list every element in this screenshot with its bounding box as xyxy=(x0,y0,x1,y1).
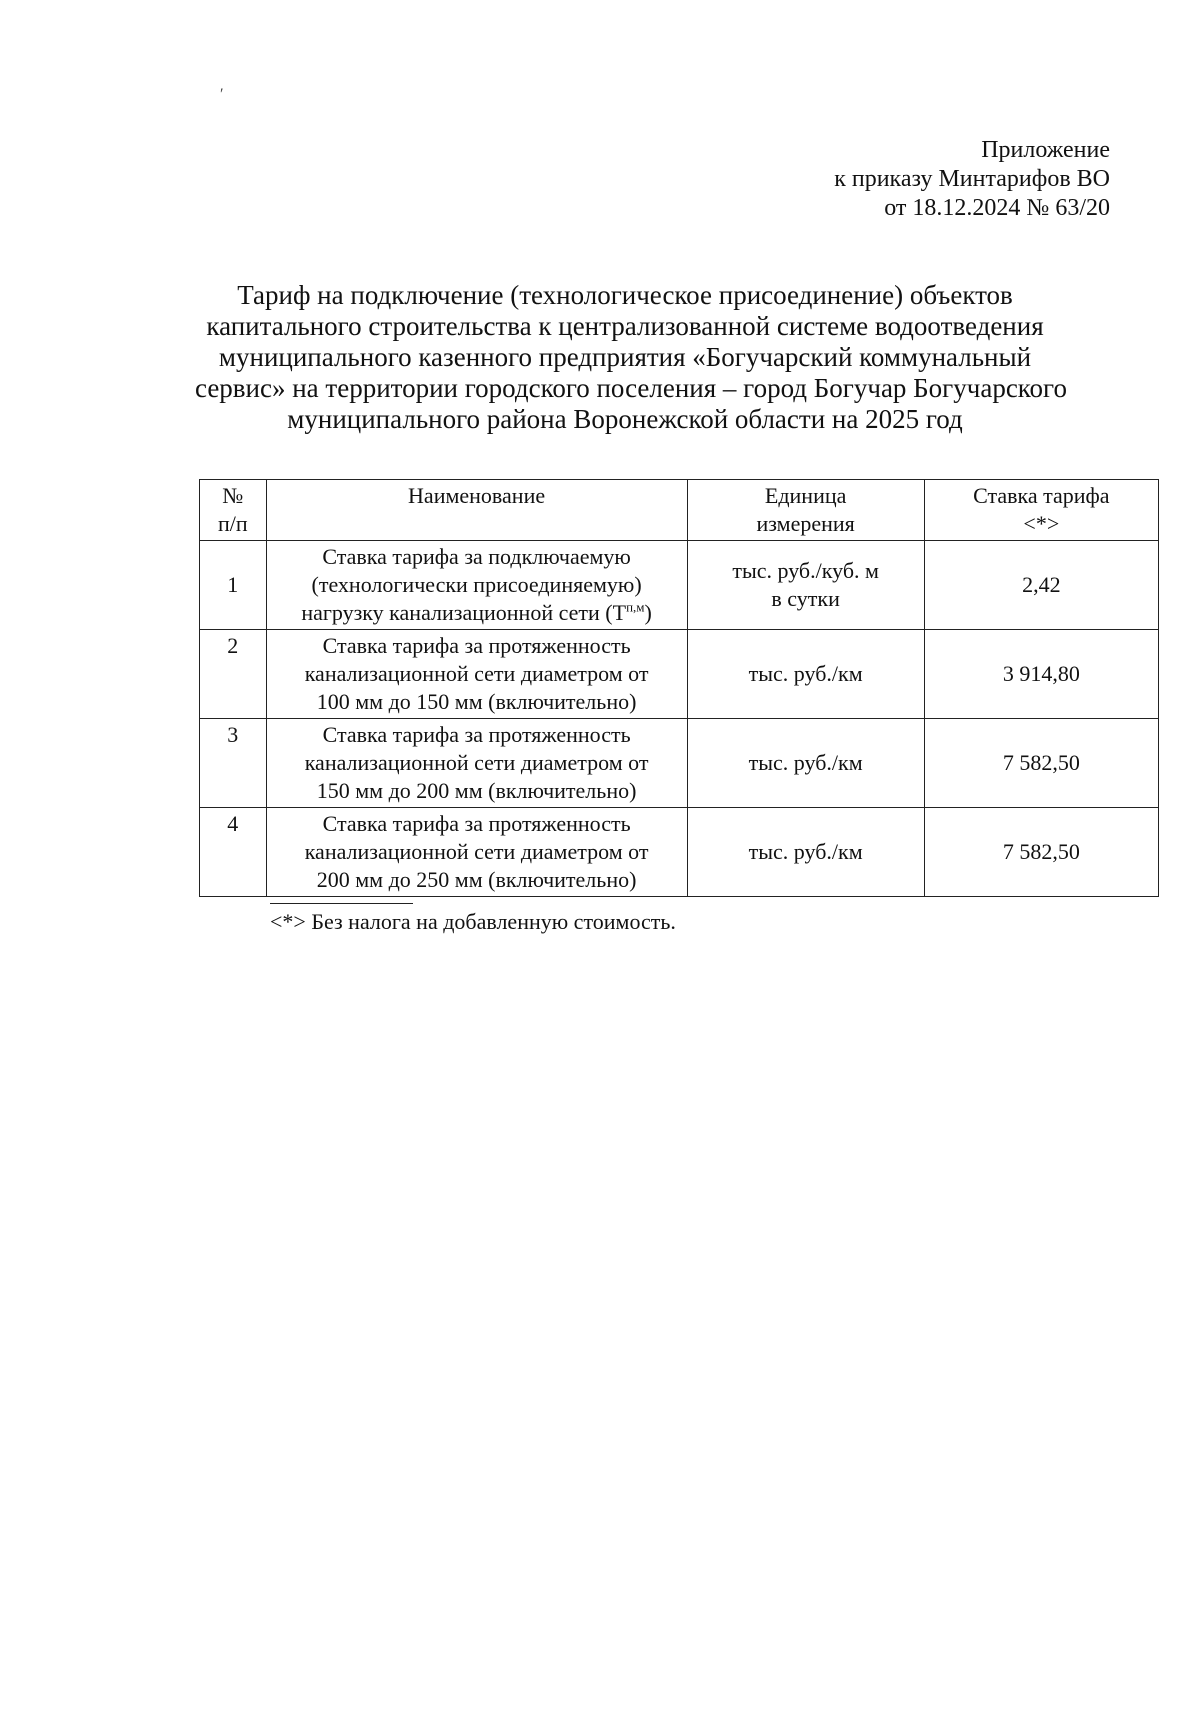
table-row xyxy=(200,808,1159,897)
footnote: <*> Без налога на добавленную стоимость. xyxy=(270,909,676,934)
header-rate-line-1: Ставка тарифа xyxy=(973,483,1110,508)
row-name xyxy=(266,630,687,719)
row-name-line-3-close: ) xyxy=(644,600,652,625)
row-number: 3 xyxy=(200,719,267,808)
title-line-5: муниципального района Воронежской области на 2025 год xyxy=(287,404,963,434)
row-name xyxy=(266,808,687,897)
header-unit xyxy=(687,480,924,541)
row-name-line-1: Ставка тарифа за протяженность xyxy=(322,811,631,836)
document-title xyxy=(195,280,1067,435)
row-name-line-1: Ставка тарифа за подключаемую xyxy=(322,544,631,569)
row-rate: 7 582,50 xyxy=(924,719,1158,808)
row-name-line-2: канализационной сети диаметром от xyxy=(304,661,649,686)
header-unit-line-2: измерения xyxy=(756,511,855,536)
appendix-line-1: Приложение xyxy=(981,137,1110,163)
table-header-row xyxy=(200,480,1159,541)
header-rate xyxy=(924,480,1158,541)
row-unit-line-1: тыс. руб./куб. м xyxy=(732,558,879,583)
row-rate: 7 582,50 xyxy=(924,808,1158,897)
row-unit: тыс. руб./км xyxy=(687,630,924,719)
row-rate: 2,42 xyxy=(924,541,1158,630)
row-name-line-3: 200 мм до 250 мм (включительно) xyxy=(316,867,637,892)
title-line-2: капитального строительства к централизованной системе водоотведения xyxy=(206,311,1044,341)
row-name-line-3 xyxy=(273,599,681,627)
title-line-1: Тариф на подключение (технологическое присоединение) объектов xyxy=(237,280,1013,310)
appendix-line-2: к приказу Минтарифов ВО xyxy=(834,166,1110,192)
row-name-line-3: 150 мм до 200 мм (включительно) xyxy=(316,778,637,803)
header-rate-line-2: <*> xyxy=(1023,511,1060,536)
row-name-line-3-text: нагрузку канализационной сети (Т xyxy=(301,600,627,625)
header-name-text: Наименование xyxy=(408,483,546,508)
row-unit: тыс. руб./км xyxy=(687,808,924,897)
header-name xyxy=(266,480,687,541)
title-line-3: муниципального казенного предприятия «Богучарский коммунальный xyxy=(218,342,1032,372)
row-unit xyxy=(687,541,924,630)
footnote-separator xyxy=(270,903,413,904)
row-rate: 3 914,80 xyxy=(924,630,1158,719)
row-name xyxy=(266,719,687,808)
table-row xyxy=(200,719,1159,808)
row-number: 4 xyxy=(200,808,267,897)
row-number: 2 xyxy=(200,630,267,719)
row-name xyxy=(266,541,687,630)
row-unit-line-2: в сутки xyxy=(771,586,840,611)
row-unit: тыс. руб./км xyxy=(687,719,924,808)
header-number-line-2: п/п xyxy=(217,511,248,536)
row-name-line-1: Ставка тарифа за протяженность xyxy=(322,633,631,658)
row-name-line-2: (технологически присоединяемую) xyxy=(311,572,642,597)
header-number-line-1: № xyxy=(222,483,244,508)
title-line-4: сервис» на территории городского поселения – город Богучар Богучарского xyxy=(195,373,1067,403)
appendix-reference xyxy=(834,136,1110,223)
row-name-line-1: Ставка тарифа за протяженность xyxy=(322,722,631,747)
row-name-line-3: 100 мм до 150 мм (включительно) xyxy=(316,689,637,714)
stray-mark: ′ xyxy=(220,86,224,103)
table-row xyxy=(200,630,1159,719)
row-name-line-2: канализационной сети диаметром от xyxy=(304,839,649,864)
appendix-line-3: от 18.12.2024 № 63/20 xyxy=(884,195,1110,221)
header-unit-line-1: Единица xyxy=(764,483,847,508)
table-row xyxy=(200,541,1159,630)
row-number: 1 xyxy=(200,541,267,630)
tariff-table xyxy=(199,479,1159,897)
header-number xyxy=(200,480,267,541)
row-name-line-2: канализационной сети диаметром от xyxy=(304,750,649,775)
tariff-symbol-superscript: п,м xyxy=(626,599,645,615)
